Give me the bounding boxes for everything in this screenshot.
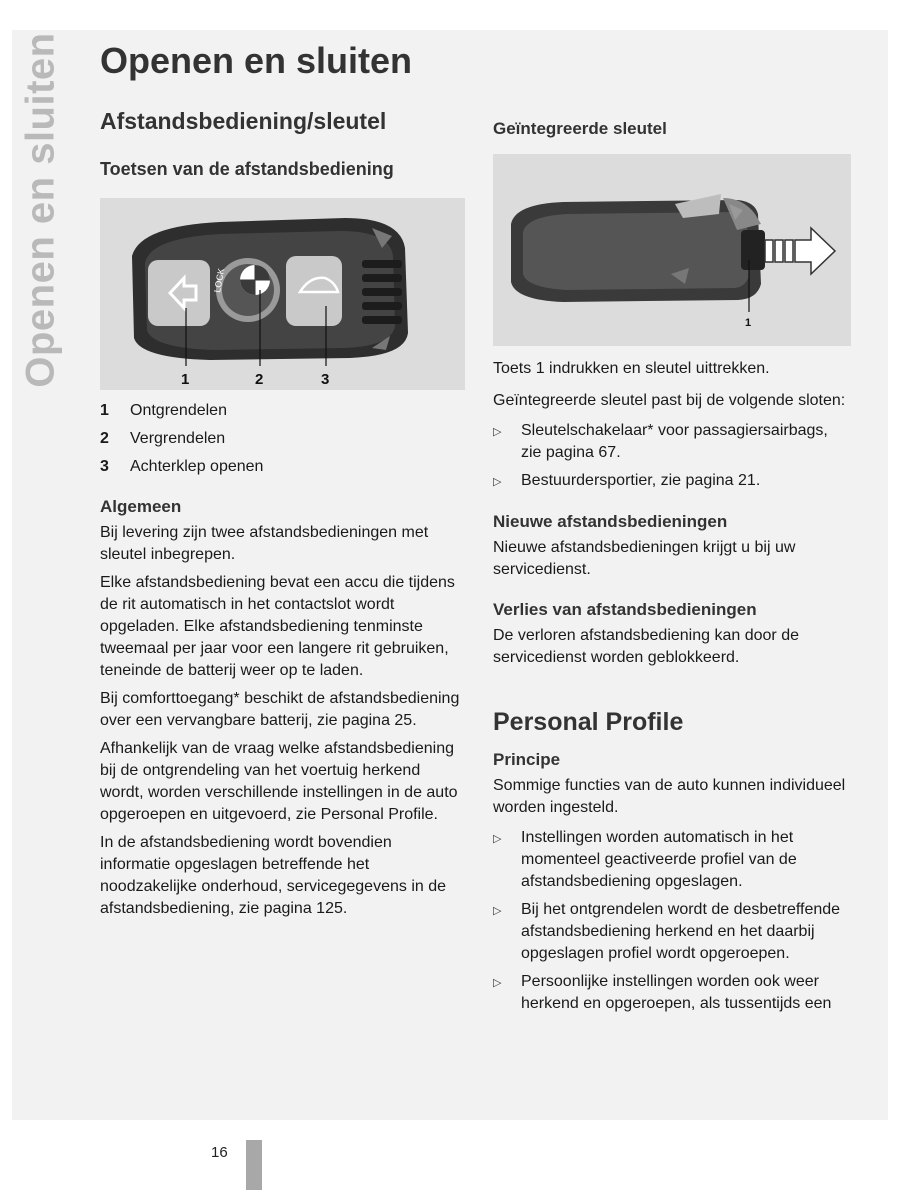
section-title-lost-remotes: Verlies van afstandsbedieningen [493, 600, 757, 619]
list-item [100, 400, 465, 422]
list-item-text: Ontgrendelen [130, 402, 227, 419]
bullet-list-principle [493, 827, 851, 1015]
remote-control-illustration [100, 198, 465, 390]
side-chapter-tab [18, 32, 64, 388]
paragraph: Nieuwe afstandsbedieningen krijgt u bij uw servicedienst. [493, 539, 796, 578]
list-item-text: Instellingen worden automatisch in het momenteel geactiveerde profiel van de afstandsbediening opgeslagen. [521, 829, 797, 890]
section-title-personal-profile: Personal Profile [493, 708, 684, 736]
list-item [493, 899, 851, 965]
list-item [493, 470, 851, 493]
page-title: Openen en sluiten [100, 40, 413, 81]
bullet-list-locks [493, 420, 851, 493]
paragraph: Elke afstandsbediening bevat een accu die tijdens de rit automatisch in het contactslot wordt opgeladen. Elke afstandsbediening tenminste tweemaal per jaar voor een langere rit gebruiken, teneinde de batterij weer op te laden. [100, 574, 455, 679]
list-item-number: 1 [100, 402, 109, 419]
section-title-general: Algemeen [100, 497, 182, 516]
bullet-triangle-icon: ▷ [493, 833, 502, 845]
paragraph: Bij comforttoegang* beschikt de afstandsbediening over een vervangbare batterij, zie pagina 25. [100, 690, 460, 729]
section-title-remote: Afstandsbediening/sleutel [100, 108, 387, 134]
integrated-key-figure [493, 154, 851, 346]
integrated-key-illustration [493, 154, 851, 346]
list-item-text: Sleutelschakelaar* voor passagiersairbags, zie pagina 67. [521, 422, 828, 461]
list-item-text: Bij het ontgrendelen wordt de desbetreffende afstandsbediening herkend en het daarbij opgeslagen profiel wordt opgeroepen. [521, 901, 841, 962]
bullet-triangle-icon: ▷ [493, 905, 502, 917]
figure-label-2: 2 [255, 371, 264, 388]
list-item [100, 428, 465, 450]
remote-lock-text: LOCK [212, 267, 227, 294]
list-item-number: 3 [100, 458, 109, 475]
paragraph: Geïntegreerde sleutel past bij de volgende sloten: [493, 392, 846, 409]
paragraph: Afhankelijk van de vraag welke afstandsbediening bij de ontgrendeling van het voertuig herkend wordt, worden verschillende instellingen in de auto opgeroepen en uitgevoerd, zie Personal Profile. [100, 740, 458, 823]
bullet-triangle-icon: ▷ [493, 977, 502, 989]
list-item-text: Persoonlijke instellingen worden ook weer herkend en opgeroepen, als tussentijds een [521, 973, 832, 1012]
bullet-triangle-icon: ▷ [493, 426, 502, 438]
figure-label-1: 1 [181, 371, 190, 388]
list-item-text: Bestuurdersportier, zie pagina 21. [521, 472, 761, 489]
list-item [493, 971, 851, 1015]
figure-label-3: 3 [321, 371, 330, 388]
paragraph: De verloren afstandsbediening kan door de servicedienst worden geblokkeerd. [493, 627, 799, 666]
page-number: 16 [211, 1144, 228, 1161]
list-item-text: Achterklep openen [130, 458, 264, 475]
remote-control-figure [100, 198, 465, 390]
paragraph: In de afstandsbediening wordt bovendien informatie opgeslagen betreffende het noodzakelijke onderhoud, servicegegevens in de afstandsbediening, zie pagina 125. [100, 834, 447, 917]
section-title-integrated-key: Geïntegreerde sleutel [493, 119, 667, 138]
side-chapter-label: Openen en sluiten [18, 32, 63, 388]
bullet-triangle-icon: ▷ [493, 476, 502, 488]
page-marker-bar [246, 1140, 262, 1190]
section-title-principle: Principe [493, 750, 561, 769]
paragraph: Sommige functies van de auto kunnen individueel worden ingesteld. [493, 777, 846, 816]
list-item-number: 2 [100, 430, 109, 447]
list-item [493, 420, 851, 464]
section-title-new-remotes: Nieuwe afstandsbedieningen [493, 512, 728, 531]
paragraph: Bij levering zijn twee afstandsbedieningen met sleutel inbegrepen. [100, 524, 429, 563]
left-column [100, 110, 465, 920]
button-legend-list [100, 400, 465, 478]
list-item [100, 456, 465, 478]
subsection-title-buttons: Toetsen van de afstandsbediening [100, 159, 394, 179]
right-column [493, 110, 851, 1021]
list-item-text: Vergrendelen [130, 430, 226, 447]
key-figure-label-1: 1 [745, 317, 752, 329]
list-item [493, 827, 851, 893]
figure-caption: Toets 1 indrukken en sleutel uittrekken. [493, 360, 770, 377]
